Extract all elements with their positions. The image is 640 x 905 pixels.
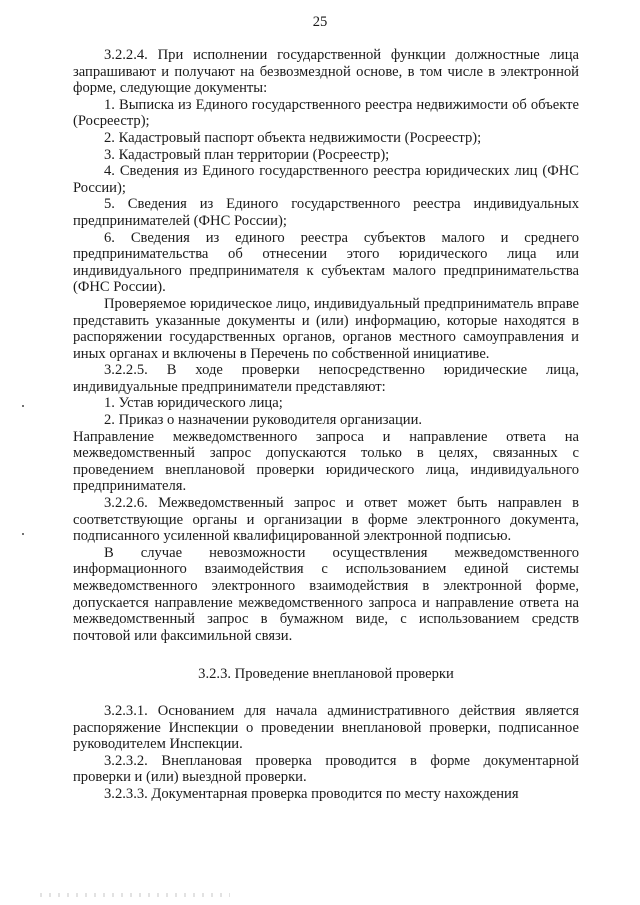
paragraph-3-2-3-2: 3.2.3.2. Внеплановая проверка проводится в форме документарной проверки и (или) выездной проверки.	[73, 752, 579, 786]
page-number: 25	[312, 14, 328, 30]
scan-noise	[40, 893, 230, 897]
paragraph-interagency-request: Направление межведомственного запроса и направление ответа на межведомственный запрос допускаются только в целях, связанных с проведением внеплановой проверки юридического лица, индивидуального предпринимателя.	[73, 428, 579, 495]
paragraph-3-2-2-5: 3.2.2.5. В ходе проверки непосредственно юридические лица, индивидуальные предприниматели представляют:	[73, 362, 579, 395]
paragraph-3-2-3-3: 3.2.3.3. Документарная проверка проводится по месту нахождения	[104, 785, 519, 802]
list-item-5: 5. Сведения из Единого государственного реестра индивидуальных предпринимателей (ФНС России);	[73, 196, 579, 229]
paragraph-paper-form: В случае невозможности осуществления межведомственного информационного взаимодействия с использованием единой системы межведомственного электронного взаимодействия в электронной форме, допускается направление межведомственного запроса и направление ответа на межведомственный запрос в бумажном виде, с использованием средств почтовой или факсимильной связи.	[73, 544, 579, 644]
paragraph-3-2-2-4: 3.2.2.4. При исполнении государственной функции должностные лица запрашивают и получают на безвозмездной основе, в том числе в электронной форме, следующие документы:	[73, 47, 579, 97]
scan-mark	[22, 405, 24, 407]
list-item-3: 3. Кадастровый план территории (Росреестр);	[104, 146, 390, 163]
list-item-2: 2. Кадастровый паспорт объекта недвижимости (Росреестр);	[104, 129, 482, 146]
list-item-charter: 1. Устав юридического лица;	[104, 395, 283, 412]
document-body	[73, 47, 579, 803]
list-item-6: 6. Сведения из единого реестра субъектов малого и среднего предпринимательства об отнесении этого юридического лица или индивидуального предпринимателя к субъектам малого предпринимательства (ФНС России).	[73, 229, 579, 296]
paragraph-3-2-3-1: 3.2.3.1. Основанием для начала административного действия является распоряжение Инспекции о проведении внеплановой проверки, подписанное руководителем Инспекции.	[73, 702, 579, 753]
scan-mark	[22, 533, 24, 535]
list-item-1: 1. Выписка из Единого государственного реестра недвижимости об объекте (Росреестр);	[73, 96, 579, 130]
list-item-order: 2. Приказ о назначении руководителя организации.	[104, 412, 423, 429]
paragraph-voluntary-submission: Проверяемое юридическое лицо, индивидуальный предприниматель вправе представить указанные документы и (или) информацию, которые находятся в распоряжении государственных органов, органов местного самоуправления и иных органах и включены в Перечень по собственной инициативе.	[73, 295, 579, 362]
section-heading: 3.2.3. Проведение внеплановой проверки	[198, 666, 454, 683]
paragraph-3-2-2-6: 3.2.2.6. Межведомственный запрос и ответ может быть направлен в соответствующие органы и организации в форме электронного документа, подписанного усиленной квалифицированной электронной подписью.	[73, 495, 579, 545]
list-item-4: 4. Сведения из Единого государственного реестра юридических лиц (ФНС России);	[73, 163, 579, 196]
